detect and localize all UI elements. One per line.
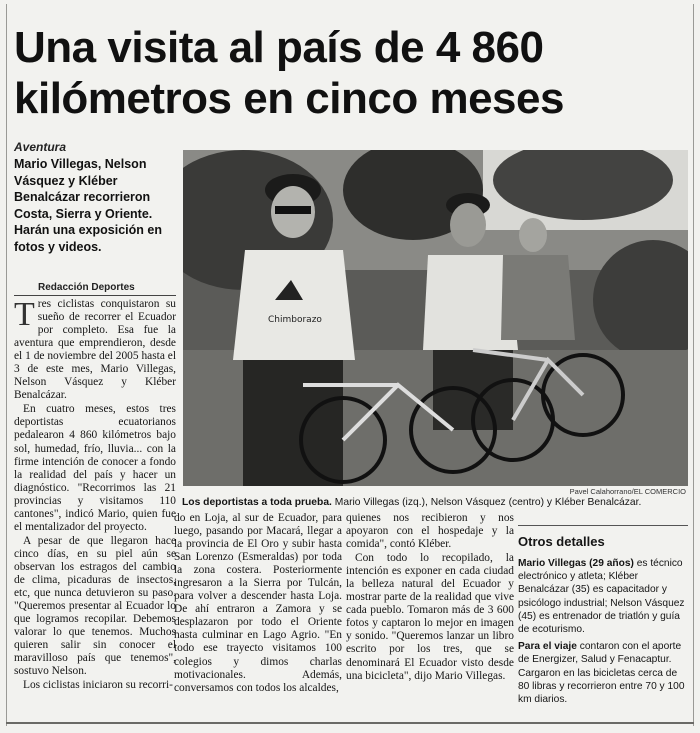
caption-text: Mario Villegas (izq.), Nelson Vásquez (centro) y Kléber Benalcázar. — [334, 497, 642, 508]
byline-divider — [14, 295, 176, 296]
caption-lead: Los deportistas a toda prueba. — [182, 497, 332, 508]
sidebar-p1-text: es técnico electrónico y atleta; Kléber Benalcázar (35) es capacitador y psicólogo industrial; Nelson Vásquez (45) es entrenador de triatlón y guía de ecoturismo. — [518, 558, 685, 636]
column-border-left — [6, 4, 7, 726]
byline: Redacción Deportes — [38, 282, 135, 293]
paragraph-1-text: res ciclistas conquistaron su sueño de recorrer el Ecuador por completo. Esa fue la aventura que emprendieron, desde el 1 de noviembre del 2005 hasta el 3 de este mes, Mario Villegas, Nelson Vásquez y Kléber Benalcázar. — [14, 298, 176, 402]
body-column-2 — [174, 512, 342, 695]
sidebar-paragraph-1 — [518, 557, 688, 636]
photo-caption — [182, 496, 692, 509]
sidebar-p2-lead: Para el viaje — [518, 641, 577, 653]
paragraph-5: do en Loja, al sur de Ecuador, para luego, pasando por Macará, llegar a la provincia de El Oro y subir hasta San Lorenzo (Esmeraldas) por toda la zona costera. Posteriormente ingresaron a la Sierra por Tulcán, para volver a descender hasta Loja. De ahí entraron a Zamora y se desplazaron por todo el Oriente hasta culminar en Lago Agrio. "En todo ese trayecto visitamos 100 colegios y dimos charlas motivacionales. Además, conversamos con todos los alcaldes, — [174, 512, 342, 694]
paragraph-4: Los ciclistas iniciaron su recorri- — [23, 679, 173, 692]
headline: Una visita al país de 4 860 kilómetros en cinco meses — [14, 23, 564, 123]
bottom-rule — [6, 722, 694, 724]
paragraph-7: Con todo lo recopilado, la intención es exponer en cada ciudad la belleza natural del Ecuador y mostrar parte de la realidad que vive cada pueblo. Tomaron más de 3 600 fotos y captaron lo mejor en imagen y sonido. "Queremos lanzar un libro escrito por los tres, que se denominará El Ecuador visto desde una bicicleta", dijo Mario Villegas. — [346, 552, 514, 682]
paragraph-3: A pesar de que llegaron hace cinco días, en su piel aún se observan los estragos del cambio de clima, picaduras de insectos, etc, que nunca detuvieron su paso. "Queremos presentar al Ecuador lo que logramos recopilar. Debemos valorar lo que tenemos. Muchos quieren salir sin conocer el maravilloso país que tenemos", sostuvo Nelson. — [14, 534, 176, 678]
drop-cap: T — [14, 296, 35, 333]
sidebar-p2-text: contaron con el aporte de Energizer, Salud y Fenacaptur. Cargaron en las bicicletas cerca de 80 libras y recorrieron entre 70 y 100 km diarios. — [518, 641, 685, 706]
photo-credit: Pavel Calahorrano/EL COMERCIO — [569, 487, 686, 496]
paragraph-2: En cuatro meses, estos tres deportistas ecuatorianos pedalearon 4 860 kilómetros bajo sol, humedad, frío, lluvia... con la firme intención de conocer a fondo la realidad del país y hacer un diagnóstico. "Recorrimos las 21 provincias y visitamos 110 cantones", indicó Mario, quien fue el mentalizador del proyecto. — [14, 403, 176, 533]
deck-summary: Mario Villegas, Nelson Vásquez y Kléber Benalcázar recorrieron Costa, Sierra y Oriente. Harán una exposición en fotos y videos. — [14, 157, 162, 254]
paragraph-6: quienes nos recibieron y nos apoyaron con el hospedaje y la comida", contó Kléber. — [346, 512, 514, 551]
sidebar-box — [518, 528, 688, 710]
shirt-print: Chimborazo — [268, 315, 322, 325]
cyclists-photo — [183, 150, 688, 486]
kicker: Aventura — [14, 140, 67, 154]
body-column-3 — [346, 512, 514, 683]
sidebar-divider — [518, 525, 688, 526]
paragraph-1 — [14, 298, 176, 402]
sidebar-title: Otros detalles — [518, 534, 605, 549]
photo-illustration — [183, 150, 688, 486]
sidebar-p1-lead: Mario Villegas (29 años) — [518, 558, 634, 569]
sidebar-paragraph-2 — [518, 640, 688, 706]
body-column-1 — [14, 298, 176, 692]
